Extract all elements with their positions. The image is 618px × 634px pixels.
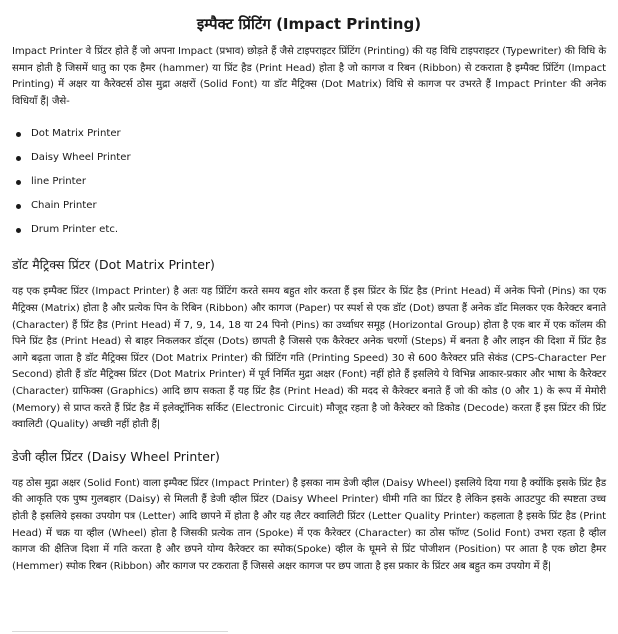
bullet-icon	[16, 204, 21, 209]
divider	[12, 631, 228, 632]
list-item-label: Dot Matrix Printer	[31, 128, 121, 140]
printer-types-list	[12, 122, 606, 242]
bullet-icon	[16, 228, 21, 233]
list-item-label: Daisy Wheel Printer	[31, 152, 131, 164]
dot-matrix-paragraph: यह एक इम्पैक्ट प्रिंटर (Impact Printer) है अतः यह प्रिंटिंग करते समय बहुत शोर करता हैं इस प्रिंटर के प्रिंट हैड (Print Head) में अनेक पिनो (Pins) का एक मैट्रिक्स (Matrix) होता है और प्रत्येक पिन के रिबिन (Ribbon) और कागज (Paper) पर स्पर्श से एक डॉट (Dot) छपता हैं अनेक डॉट मिलकर एक कैरेक्टर बनाते (Character) हैं प्रिंट हैड (Print Head) में 7, 9, 14, 18 या 24 पिनो (Pins) का उर्ध्वाधर समूह (Horizontal Group) होता है एक बार में एक कॉलम की पिने प्रिंट हैड (Print Head) से बाहर निकलकर डॉट्स (Dots) छापती है जिससे एक कैरेक्टर अनेक चरणों (Steps) में बनता है और लाइन की दिशा में प्रिंट हैड आगे बढ़ता जाता है डॉट मैट्रिक्स प्रिंटर (Dot Matrix Printer) की प्रिंटिंग गति (Printing Speed) 30 से 600 कैरेक्टर प्रति सेकंड (CPS-Character Per Second) होती हैं डॉट मैट्रिक्स प्रिंटर (Dot Matrix Printer) में पूर्व निर्मित मुद्रा अक्षर (Font) नहीं होते हैं इसलिये ये विभिन्न आकार-प्रकार और भाषा के कैरेक्टर (Character) ग्राफिक्स (Graphics) आदि छाप सकता हैं यह प्रिंट हैड (Print Head) की मदद से कैरेक्टर बनाते हैं जो की कोड (0 और 1) के रूप में मेमोरी (Memory) से प्राप्त करते हैं प्रिंट हैड में इलेक्ट्रॉनिक सर्किट (Electronic Circuit) मौजूद रहता है जो कैरेक्टर को डिकोड (Decode) करता हैं इस प्रिंटर की प्रिंट क्वालिटी (Quality) अच्छी नहीं होती हैं|	[12, 286, 606, 431]
page-title: इम्पैक्ट प्रिंटिंग (Impact Printing)	[196, 15, 422, 33]
bullet-icon	[16, 180, 21, 185]
daisy-wheel-paragraph: यह ठोस मुद्रा अक्षर (Solid Font) वाला इम्पैक्ट प्रिंटर (Impact Printer) है इसका नाम डेजी व्हील (Daisy Wheel) इसलिये दिया गया है क्योंकि इसके प्रिंट हैड की आकृति एक पुष्प गुलबहार (Daisy) से मिलती हैं डेजी व्हील प्रिंटर (Daisy Wheel Printer) धीमी गति का प्रिंटर है लेकिन इसके आउटपुट की स्पष्टता उच्च होती है इसलिये इसका उपयोग पत्र (Letter) आदि छापने में होता है और यह लैटर क्वालिटी प्रिंटर (Letter Quality Printer) कहलाता है इसके प्रिंट हैड (Print Head) में चक्र या व्हील (Wheel) होता है जिसकी प्रत्येक तान (Spoke) में एक कैरेक्टर (Character) का ठोस फॉण्ट (Solid Font) उभरा रहता है व्हील कागज की क्षैतिज दिशा में गति करता है और छपने योग्य कैरेक्टर का स्पोक(Spoke) व्हील के घूमने से प्रिंट पोजीशन (Position) पर आता है एक छोटा हैमर (Hemmer) स्पोक रिबन (Ribbon) और कागज पर टकराता हैं जिससे अक्षर कागज पर छप जाता है इस प्रकार के प्रिंटर अब बहुत कम उपयोग में हैं|	[12, 477, 606, 572]
list-item	[12, 146, 606, 170]
list-item-label: line Printer	[31, 176, 87, 188]
intro-paragraph: Impact Printer वे प्रिंटर होते हैं जो अपना Impact (प्रभाव) छोड़ते हैं जैसे टाइपराइटर प्रिंटिंग (Printing) की यह विधि टाइपराइटर (Typewriter) की विधि के समान होती है जिसमें धातु का एक हैमर (hammer) या प्रिंट हैड (Print Head) होता है जो कागज व रिबन (Ribbon) से टकराता है इम्पैक्ट प्रिंटिंग (Impact Printing) में अक्षर या कैरेक्टर्स ठोस मुद्रा अक्षरों (Solid Font) या डॉट मैट्रिक्स (Dot Matrix) विधि से कागज पर उभरते हैं Impact Printer की अनेक विधियाँ हैं| जैसे-	[12, 46, 606, 107]
list-item-label: Drum Printer etc.	[31, 224, 119, 236]
bullet-icon	[16, 132, 21, 137]
article	[12, 8, 606, 575]
list-item	[12, 218, 606, 242]
section-heading-dot-matrix: डॉट मैट्रिक्स प्रिंटर (Dot Matrix Printer)	[12, 257, 215, 273]
list-item	[12, 122, 606, 146]
bullet-icon	[16, 156, 21, 161]
section-heading-daisy-wheel: डेजी व्हील प्रिंटर (Daisy Wheel Printer)	[12, 448, 220, 464]
list-item	[12, 170, 606, 194]
list-item-label: Chain Printer	[31, 200, 97, 212]
list-item	[12, 194, 606, 218]
